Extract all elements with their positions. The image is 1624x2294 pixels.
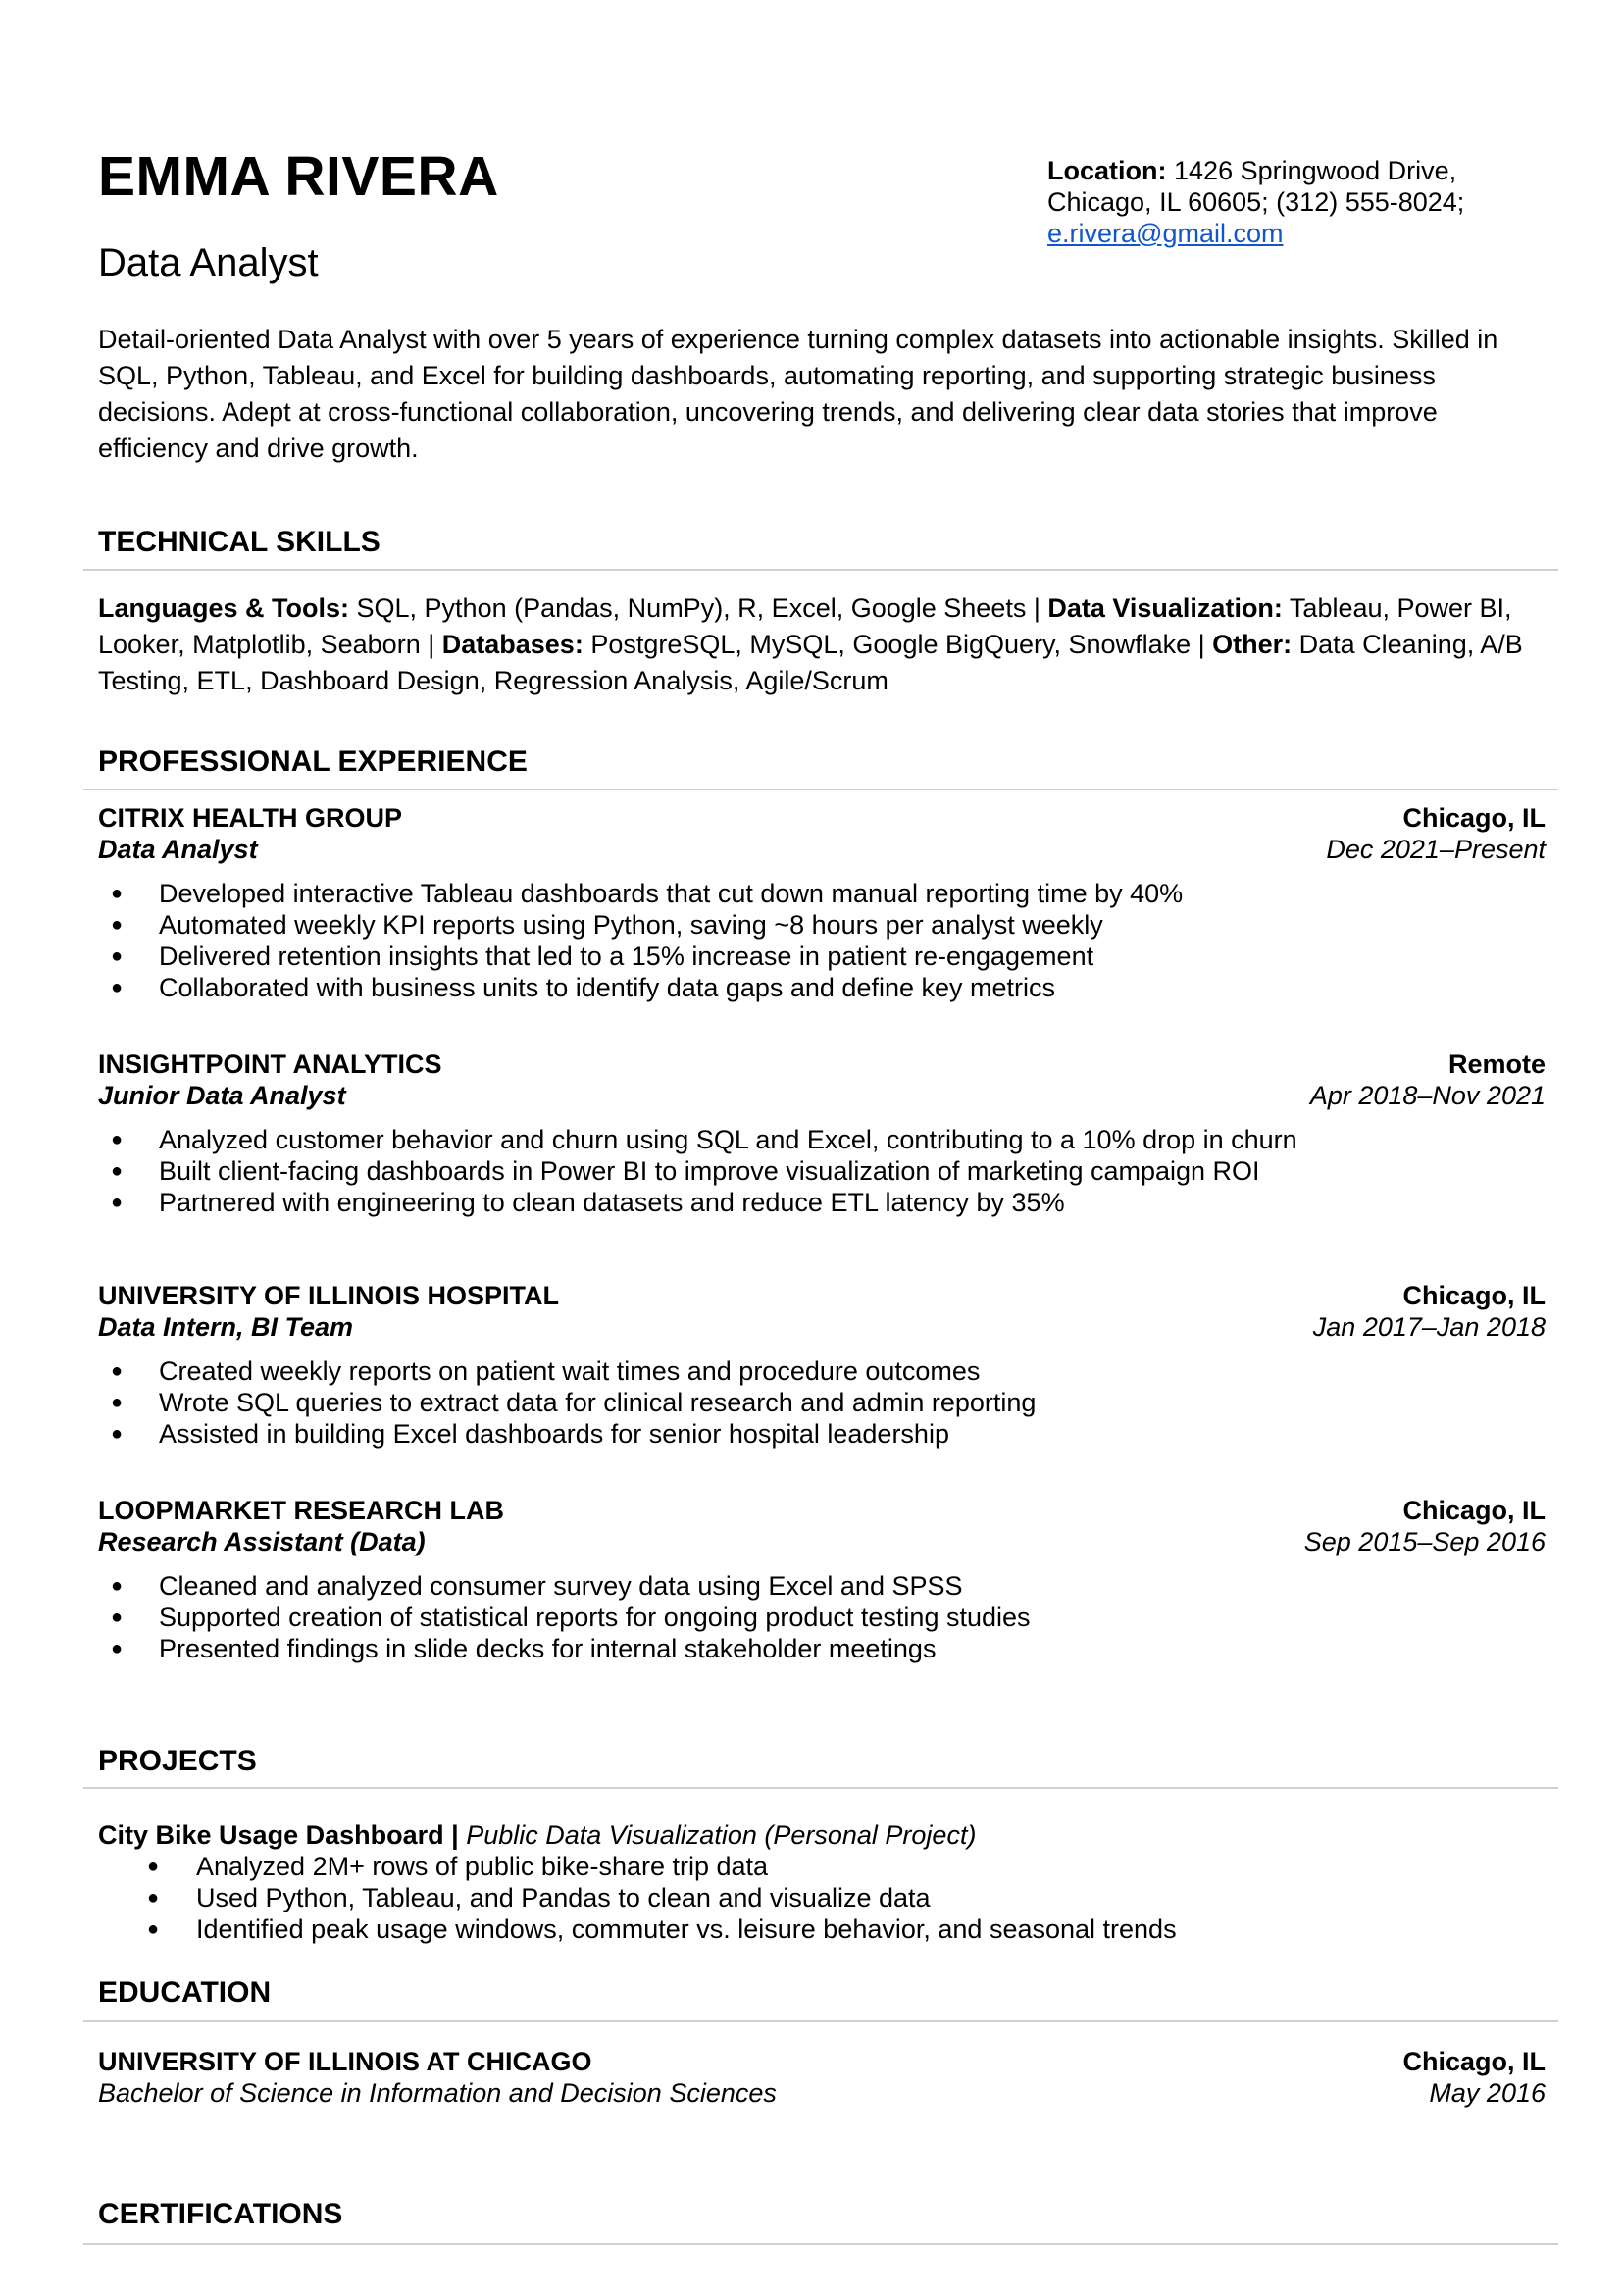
job-dates: Apr 2018–Nov 2021	[1309, 1081, 1546, 1110]
employer-location: Remote	[1447, 1049, 1546, 1079]
section-divider	[83, 789, 1558, 790]
section-divider	[83, 2020, 1558, 2022]
project-name: City Bike Usage Dashboard	[98, 1820, 452, 1850]
job-title: Junior Data Analyst	[98, 1081, 346, 1110]
candidate-name: EMMA RIVERA	[98, 145, 499, 208]
summary-paragraph: Detail-oriented Data Analyst with over 5 years of experience turning complex datasets into actionable insights. Skilled in SQL, Python, Tableau, and Excel for building dashboards, automating reporting, and supporting strategic business decisions. Adept at cross-functional collaboration, uncovering trends, and delivering clear data stories that improve efficiency and drive growth.	[98, 325, 1498, 463]
skills-paragraph	[98, 590, 1530, 699]
bullet-item: ● Analyzed customer behavior and churn using SQL and Excel, contributing to a 10% drop in churn	[98, 1124, 1546, 1155]
school-name: UNIVERSITY OF ILLINOIS AT CHICAGO	[98, 2047, 592, 2076]
section-heading-skills: TECHNICAL SKILLS	[98, 526, 381, 558]
employer-name: INSIGHTPOINT ANALYTICS	[98, 1049, 442, 1079]
bullet-item: ● Identified peak usage windows, commuter vs. leisure behavior, and seasonal trends	[98, 1913, 1546, 1945]
contact-address-line1: 1426 Springwood Drive,	[1174, 156, 1457, 185]
project-separator: |	[451, 1820, 467, 1850]
school-location: Chicago, IL	[1402, 2047, 1546, 2076]
section-heading-certifications: CERTIFICATIONS	[98, 2198, 343, 2230]
bullet-item: ● Developed interactive Tableau dashboards that cut down manual reporting time by 40%	[98, 878, 1546, 909]
experience-entry	[98, 1495, 1546, 1664]
job-bullets	[98, 878, 1546, 1003]
skills-other: Data Cleaning, A/B Testing, ETL, Dashboard Design, Regression Analysis, Agile/Scrum	[98, 630, 1523, 695]
employer-location: Chicago, IL	[1402, 803, 1546, 833]
bullet-item: ● Used Python, Tableau, and Pandas to clean and visualize data	[98, 1882, 1546, 1913]
skills-databases-label: Databases:	[441, 630, 584, 659]
section-divider	[83, 2243, 1558, 2245]
contact-address-line2: Chicago, IL 60605; (312) 555-8024;	[1047, 187, 1465, 217]
section-divider	[83, 569, 1558, 571]
experience-entry	[98, 1280, 1546, 1450]
bullet-item: ● Partnered with engineering to clean datasets and reduce ETL latency by 35%	[98, 1187, 1546, 1218]
skills-languages-label: Languages & Tools:	[98, 593, 350, 623]
contact-block	[1047, 155, 1518, 249]
section-heading-projects: PROJECTS	[98, 1745, 257, 1777]
job-dates: Sep 2015–Sep 2016	[1303, 1527, 1546, 1556]
candidate-role: Data Analyst	[98, 241, 319, 284]
project-bullets	[98, 1851, 1546, 1945]
job-bullets	[98, 1570, 1546, 1664]
experience-entry	[98, 802, 1546, 1003]
skills-visualization-label: Data Visualization:	[1047, 593, 1283, 623]
section-heading-experience: PROFESSIONAL EXPERIENCE	[98, 745, 528, 778]
bullet-item: ● Collaborated with business units to identify data gaps and define key metrics	[98, 972, 1546, 1003]
employer-location: Chicago, IL	[1402, 1496, 1546, 1525]
bullet-item: ● Assisted in building Excel dashboards for senior hospital leadership	[98, 1418, 1546, 1450]
bullet-item: ● Created weekly reports on patient wait times and procedure outcomes	[98, 1355, 1546, 1387]
job-dates: Jan 2017–Jan 2018	[1312, 1312, 1546, 1342]
bullet-item: ● Wrote SQL queries to extract data for clinical research and admin reporting	[98, 1387, 1546, 1418]
bullet-item: ● Presented findings in slide decks for internal stakeholder meetings	[98, 1633, 1546, 1664]
bullet-item: ● Analyzed 2M+ rows of public bike-share trip data	[98, 1851, 1546, 1882]
bullet-item: ● Supported creation of statistical reports for ongoing product testing studies	[98, 1602, 1546, 1633]
skills-languages: SQL, Python (Pandas, NumPy), R, Excel, Google Sheets |	[349, 593, 1048, 623]
project-entry	[98, 1819, 1546, 1945]
bullet-item: ● Delivered retention insights that led to a 15% increase in patient re-engagement	[98, 941, 1546, 972]
job-dates: Dec 2021–Present	[1326, 835, 1546, 864]
email-link[interactable]: e.rivera@gmail.com	[1047, 219, 1284, 248]
education-entry	[98, 2046, 1546, 2109]
bullet-item: ● Built client-facing dashboards in Power BI to improve visualization of marketing campaign ROI	[98, 1155, 1546, 1187]
location-label: Location:	[1047, 156, 1167, 185]
skills-other-label: Other:	[1212, 630, 1293, 659]
employer-name: LOOPMARKET RESEARCH LAB	[98, 1496, 505, 1525]
bullet-item: ● Automated weekly KPI reports using Python, saving ~8 hours per analyst weekly	[98, 909, 1546, 941]
experience-entry	[98, 1048, 1546, 1218]
job-title: Data Intern, BI Team	[98, 1312, 354, 1342]
employer-name: UNIVERSITY OF ILLINOIS HOSPITAL	[98, 1281, 560, 1310]
skills-visualization: Tableau, Power BI, Looker, Matplotlib, Seaborn |	[98, 593, 1512, 659]
job-title: Research Assistant (Data)	[98, 1527, 426, 1556]
bullet-item: ● Cleaned and analyzed consumer survey data using Excel and SPSS	[98, 1570, 1546, 1602]
graduation-date: May 2016	[1429, 2078, 1546, 2108]
job-bullets	[98, 1124, 1546, 1218]
degree-name: Bachelor of Science in Information and Decision Sciences	[98, 2078, 777, 2108]
skills-databases: PostgreSQL, MySQL, Google BigQuery, Snowflake |	[583, 630, 1213, 659]
section-divider	[83, 1787, 1558, 1789]
job-bullets	[98, 1355, 1546, 1450]
employer-name: CITRIX HEALTH GROUP	[98, 803, 402, 833]
project-description: Public Data Visualization (Personal Project)	[466, 1820, 977, 1850]
section-heading-education: EDUCATION	[98, 1976, 272, 2009]
job-title: Data Analyst	[98, 835, 258, 864]
employer-location: Chicago, IL	[1402, 1281, 1546, 1310]
